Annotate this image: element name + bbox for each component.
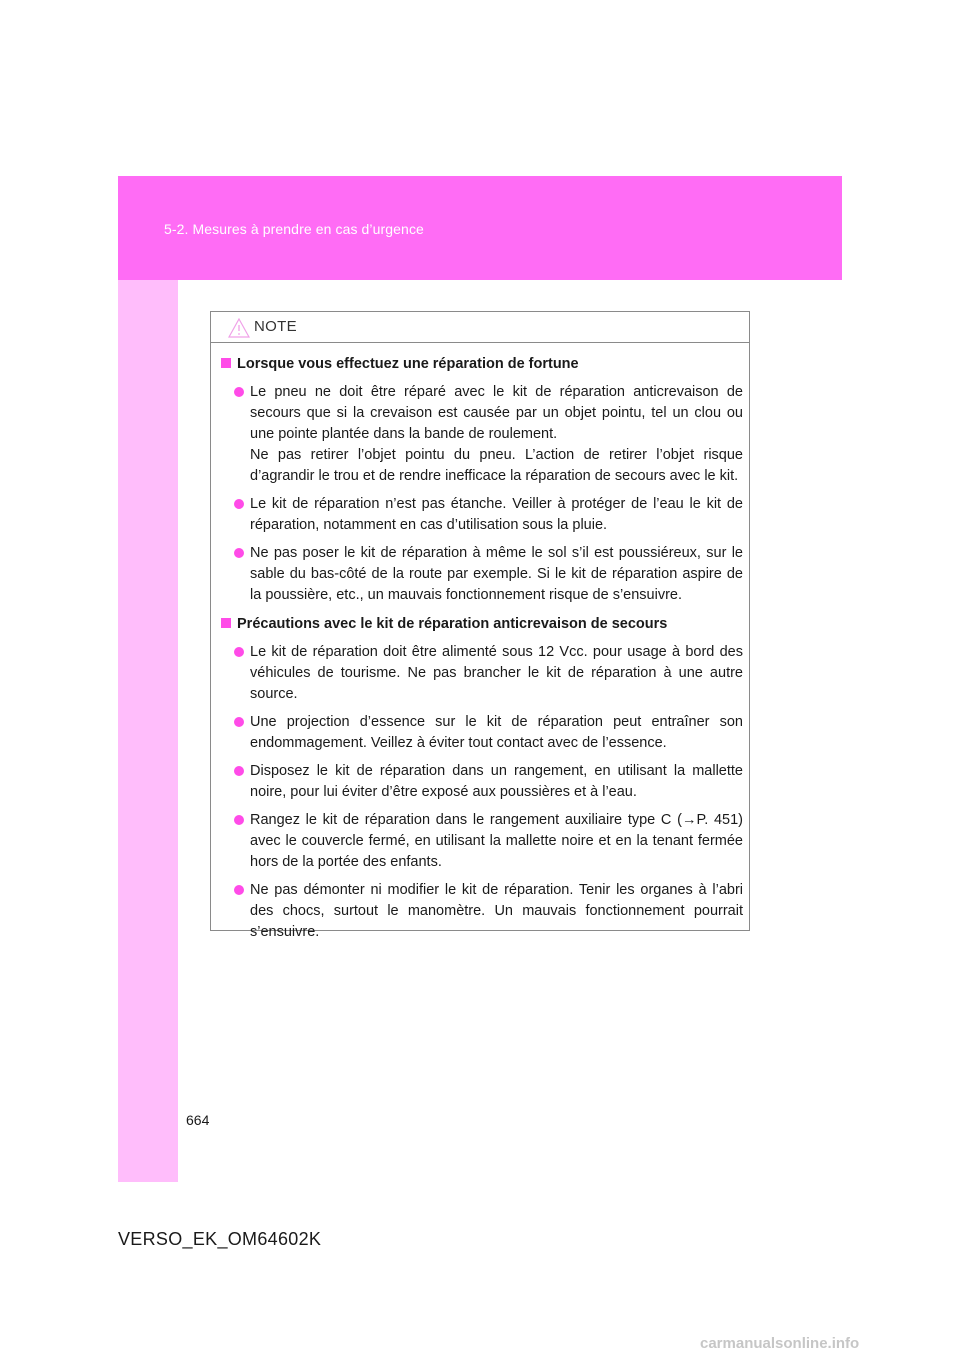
list-item-text: Le kit de réparation doit être alimenté sous 12 Vcc. pour usage à bord des véhicules de tourisme. Ne pas brancher le kit de réparation à une autre source.	[250, 644, 743, 702]
round-bullet-icon	[234, 499, 244, 509]
section-heading	[221, 353, 743, 375]
square-bullet-icon	[221, 618, 231, 628]
note-box	[210, 311, 750, 940]
list-item-text: Ne pas retirer l’objet pointu du pneu. L’action de retirer l’objet risque d’agrandir le trou et de rendre inefficace la réparation de secours avec le kit.	[250, 447, 743, 484]
list-item-text: Le kit de réparation n’est pas étanche. Veiller à protéger de l’eau le kit de réparation, notamment en cas d’utilisation sous la pluie.	[250, 496, 743, 533]
list-item	[221, 494, 743, 536]
round-bullet-icon	[234, 548, 244, 558]
square-bullet-icon	[221, 358, 231, 368]
list-item	[221, 382, 743, 487]
section-heading-text: Précautions avec le kit de réparation anticrevaison de secours	[237, 616, 668, 632]
list-item-text: Disposez le kit de réparation dans un rangement, en utilisant la mallette noire, pour lui éviter d’être exposé aux poussières et à l’eau.	[250, 763, 743, 800]
note-title: NOTE	[254, 318, 297, 335]
round-bullet-icon	[234, 647, 244, 657]
list-item	[221, 642, 743, 705]
round-bullet-icon	[234, 885, 244, 895]
list-item	[221, 712, 743, 754]
list-item	[221, 880, 743, 943]
warning-triangle-icon	[228, 318, 250, 338]
round-bullet-icon	[234, 717, 244, 727]
list-item-text: Une projection d’essence sur le kit de réparation peut entraîner son endommagement. Veillez à éviter tout contact avec de l’essence.	[250, 714, 743, 751]
list-item-text: Rangez le kit de réparation dans le rangement auxiliaire type C (→P. 451) avec le couvercle fermé, en utilisant la mallette noire et en la tenant fermée hors de la portée des enfants.	[250, 812, 743, 870]
list-item	[221, 810, 743, 873]
note-header	[211, 312, 749, 343]
page-number: 664	[186, 1112, 210, 1128]
list-item-text: Le pneu ne doit être réparé avec le kit de réparation anticrevaison de secours que si la crevaison est causée par un objet pointu, tel un clou ou une pointe plantée dans la bande de roulement.	[250, 384, 743, 442]
watermark: carmanualsonline.info	[700, 1335, 860, 1352]
round-bullet-icon	[234, 387, 244, 397]
list-item	[221, 761, 743, 803]
section-heading-text: Lorsque vous effectuez une réparation de fortune	[237, 356, 579, 372]
note-body	[211, 343, 749, 943]
sidebar-strip	[118, 280, 178, 1182]
list-item-text: Ne pas poser le kit de réparation à même le sol s’il est poussiéreux, sur le sable du bas-côté de la route par exemple. Si le kit de réparation aspire de la poussière, etc., un mauvais fonctionnement risque de s’ensuivre.	[250, 545, 743, 603]
list-item-text: Ne pas démonter ni modifier le kit de réparation. Tenir les organes à l’abri des chocs, surtout le manomètre. Un mauvais fonctionnement pourrait s’ensuivre.	[250, 882, 743, 940]
document-code: VERSO_EK_OM64602K	[118, 1229, 322, 1249]
round-bullet-icon	[234, 815, 244, 825]
round-bullet-icon	[234, 766, 244, 776]
section-heading	[221, 613, 743, 635]
list-item	[221, 543, 743, 606]
section-title: 5-2. Mesures à prendre en cas d’urgence	[164, 221, 424, 237]
